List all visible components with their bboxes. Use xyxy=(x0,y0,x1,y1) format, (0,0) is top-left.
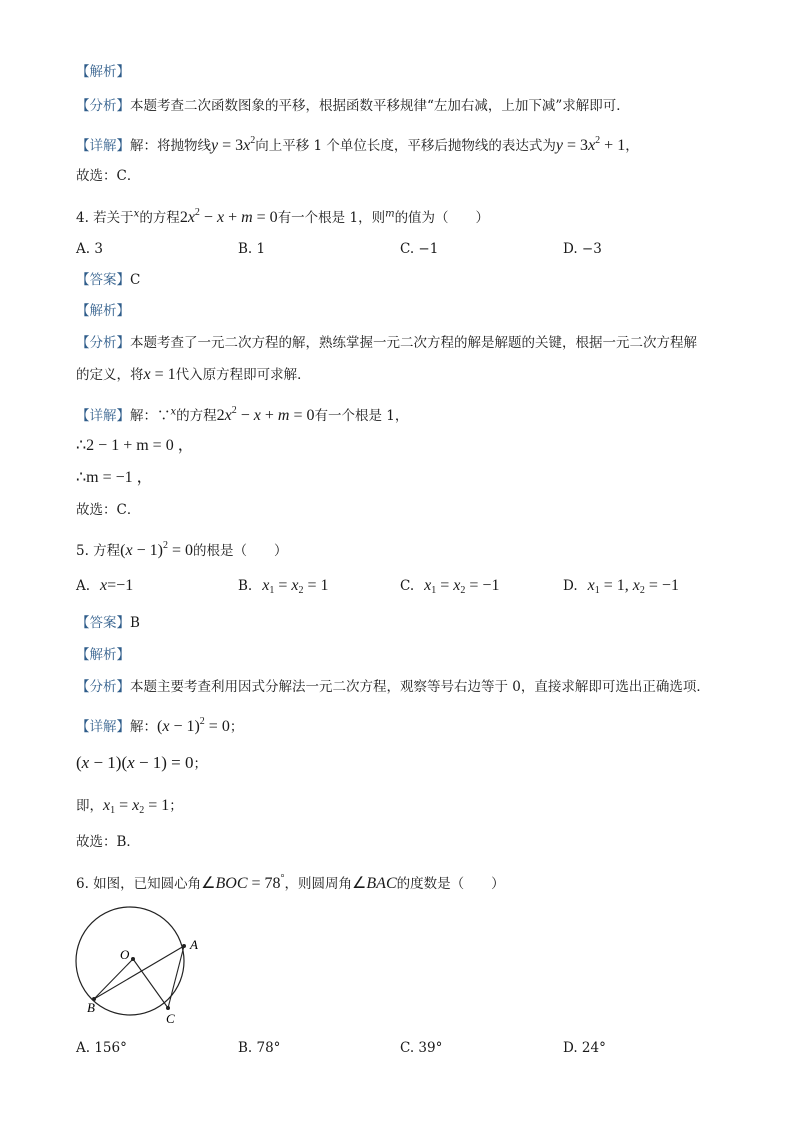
fenxi-tag: 【分析】 xyxy=(76,335,130,351)
q5-answer xyxy=(76,613,140,633)
q4-option-d: D. −3 xyxy=(563,241,602,257)
q6-option-b: B. 78° xyxy=(238,1040,281,1056)
q3-formula-1: $y = 3x^2$ xyxy=(211,135,256,154)
point-a xyxy=(182,944,186,948)
q4-xiangjie xyxy=(76,401,408,426)
q5-stem-a: 5. 方程 xyxy=(76,543,121,559)
point-c xyxy=(166,1006,170,1010)
fenxi-tag: 【分析】 xyxy=(76,98,130,114)
q4-stem-x: x xyxy=(133,208,140,220)
q5-stem-b: 的根是（ ） xyxy=(193,543,288,559)
q4-xiangjie-c: 有一个根是 1， xyxy=(314,408,409,424)
q5-xiangjie-eq: $(x - 1)^2 = 0$ xyxy=(157,716,230,735)
q4-option-c: C. −1 xyxy=(400,241,439,257)
q4-fenxi-text-1: 本题考查了一元二次方程的解，熟练掌握一元二次方程的解是解题的关键，根据一元二次方程解 xyxy=(130,335,697,351)
analysis-tag-q4: 【解析】 xyxy=(76,303,130,319)
q5-fenxi xyxy=(76,677,710,697)
answer-tag: 【答案】 xyxy=(76,615,130,631)
answer-tag: 【答案】 xyxy=(76,272,130,288)
q5-step-2 xyxy=(76,796,183,821)
q5-xiangjie-end: ； xyxy=(229,719,244,735)
q5-option-c-math: $x_1 = x_2 = -1$ xyxy=(424,577,500,596)
q3-fenxi-text: 本题考查二次函数图象的平移，根据函数平移规律“左加右减，上加下减”求解即可． xyxy=(130,98,630,114)
q5-option-d-math: $x_1 = 1$, $x_2 = -1$ xyxy=(587,577,679,596)
q4-fenxi-2 xyxy=(76,365,311,385)
q5-step-1-math: (x − 1)(x − 1) = 0 xyxy=(76,753,194,772)
q4-fenxi-2b: 代入原方程即可求解． xyxy=(175,367,311,383)
q3-formula-2: $y = 3x^2 + 1$ xyxy=(555,135,626,154)
q4-stem-c: 有一个根是 1，则 xyxy=(277,210,386,226)
q4-fenxi-2a: 的定义，将 xyxy=(76,367,144,383)
q6-option-a: A. 156° xyxy=(76,1040,127,1056)
label-c: C xyxy=(166,1011,175,1025)
q5-option-c-label: C. xyxy=(400,578,415,594)
q4-step-2: ∴m = −1 ， xyxy=(76,469,153,486)
q5-xiangjie-a: 解： xyxy=(130,719,157,735)
q5-step-2-math: $x_1 = x_2 = 1$ xyxy=(103,797,170,816)
q4-option-b: B. 1 xyxy=(238,241,266,257)
q5-xiangjie xyxy=(76,712,243,737)
q5-equation: $(x - 1)^2 = 0$ xyxy=(120,540,193,559)
q5-step-1-end: ； xyxy=(193,756,208,772)
q4-x-eq-1: x = 1 xyxy=(143,366,176,383)
q5-option-b-math: $x_1 = x_2 = 1$ xyxy=(262,577,329,596)
q6-option-c: C. 39° xyxy=(400,1040,443,1056)
q5-option-a xyxy=(76,576,133,596)
q6-option-d: D. 24° xyxy=(563,1040,606,1056)
q6-stem-c: 的度数是（ ） xyxy=(396,876,505,892)
q5-result: 故选：B． xyxy=(76,834,140,850)
q6-angle-bac: ∠BAC xyxy=(352,875,397,892)
xiangjie-tag: 【详解】 xyxy=(76,408,130,424)
q5-option-d xyxy=(563,576,679,601)
q6-stem-b: ，则圆周角 xyxy=(284,876,353,892)
q4-xiangjie-b: 的方程 xyxy=(176,408,217,424)
q6-stem xyxy=(76,869,505,894)
q5-stem xyxy=(76,536,288,561)
q4-xiangjie-equation: $2x^2 - x + m = 0$ xyxy=(216,405,315,424)
q4-option-a: A. 3 xyxy=(76,241,103,257)
q4-stem-d: 的值为（ ） xyxy=(394,210,490,226)
q5-option-b-label: B. xyxy=(238,578,253,594)
q3-xiangjie-pre: 解：将抛物线 xyxy=(130,138,211,154)
q5-option-a-label: A. xyxy=(76,578,91,594)
q3-xiangjie xyxy=(76,131,639,156)
q5-option-a-math: x=−1 xyxy=(100,577,134,594)
analysis-tag-q5: 【解析】 xyxy=(76,647,130,663)
q4-stem-m: m xyxy=(385,208,395,220)
q3-xiangjie-mid: 向上平移 1 个单位长度，平移后抛物线的表达式为 xyxy=(255,138,556,154)
q4-stem xyxy=(76,203,489,228)
q5-fenxi-text: 本题主要考查利用因式分解法一元二次方程，观察等号右边等于 0，直接求解即可选出正确选项． xyxy=(130,679,710,695)
q4-result: 故选：C． xyxy=(76,502,141,518)
analysis-tag-q3: 【解析】 xyxy=(76,64,130,80)
point-o xyxy=(131,957,135,961)
q3-result: 故选：C． xyxy=(76,168,141,184)
q4-equation: $2x^2 - x + m = 0$ xyxy=(179,207,278,226)
xiangjie-tag: 【详解】 xyxy=(76,719,130,735)
label-o: O xyxy=(120,947,130,962)
q5-answer-value: B xyxy=(130,615,140,631)
q5-step-1 xyxy=(76,753,207,774)
fenxi-tag: 【分析】 xyxy=(76,679,130,695)
q5-step-2-a: 即， xyxy=(76,798,103,814)
q5-option-b xyxy=(238,576,329,601)
circle-figure xyxy=(70,905,210,1025)
q4-step-1: ∴2 − 1 + m = 0 ， xyxy=(76,437,194,454)
q4-stem-b: 的方程 xyxy=(139,210,180,226)
q6-angle-boc: ∠BOC = 78° xyxy=(201,873,285,892)
xiangjie-tag: 【详解】 xyxy=(76,138,130,154)
q3-fenxi xyxy=(76,96,630,116)
q5-option-d-label: D. xyxy=(563,578,578,594)
q4-answer xyxy=(76,270,140,290)
q4-xiangjie-x: x xyxy=(170,406,177,418)
q3-xiangjie-end: ， xyxy=(625,138,639,154)
q6-stem-a: 6. 如图，已知圆心角 xyxy=(76,876,202,892)
q5-step-2-end: ； xyxy=(169,798,183,814)
q4-xiangjie-a: 解：∵ xyxy=(130,408,171,424)
label-b: B xyxy=(87,1000,95,1015)
q4-answer-value: C xyxy=(130,272,141,288)
label-a: A xyxy=(190,937,198,952)
q4-fenxi-1 xyxy=(76,333,697,353)
segment-ba xyxy=(94,946,184,999)
q4-stem-a: 4. 若关于 xyxy=(76,210,134,226)
q5-option-c xyxy=(400,576,499,601)
